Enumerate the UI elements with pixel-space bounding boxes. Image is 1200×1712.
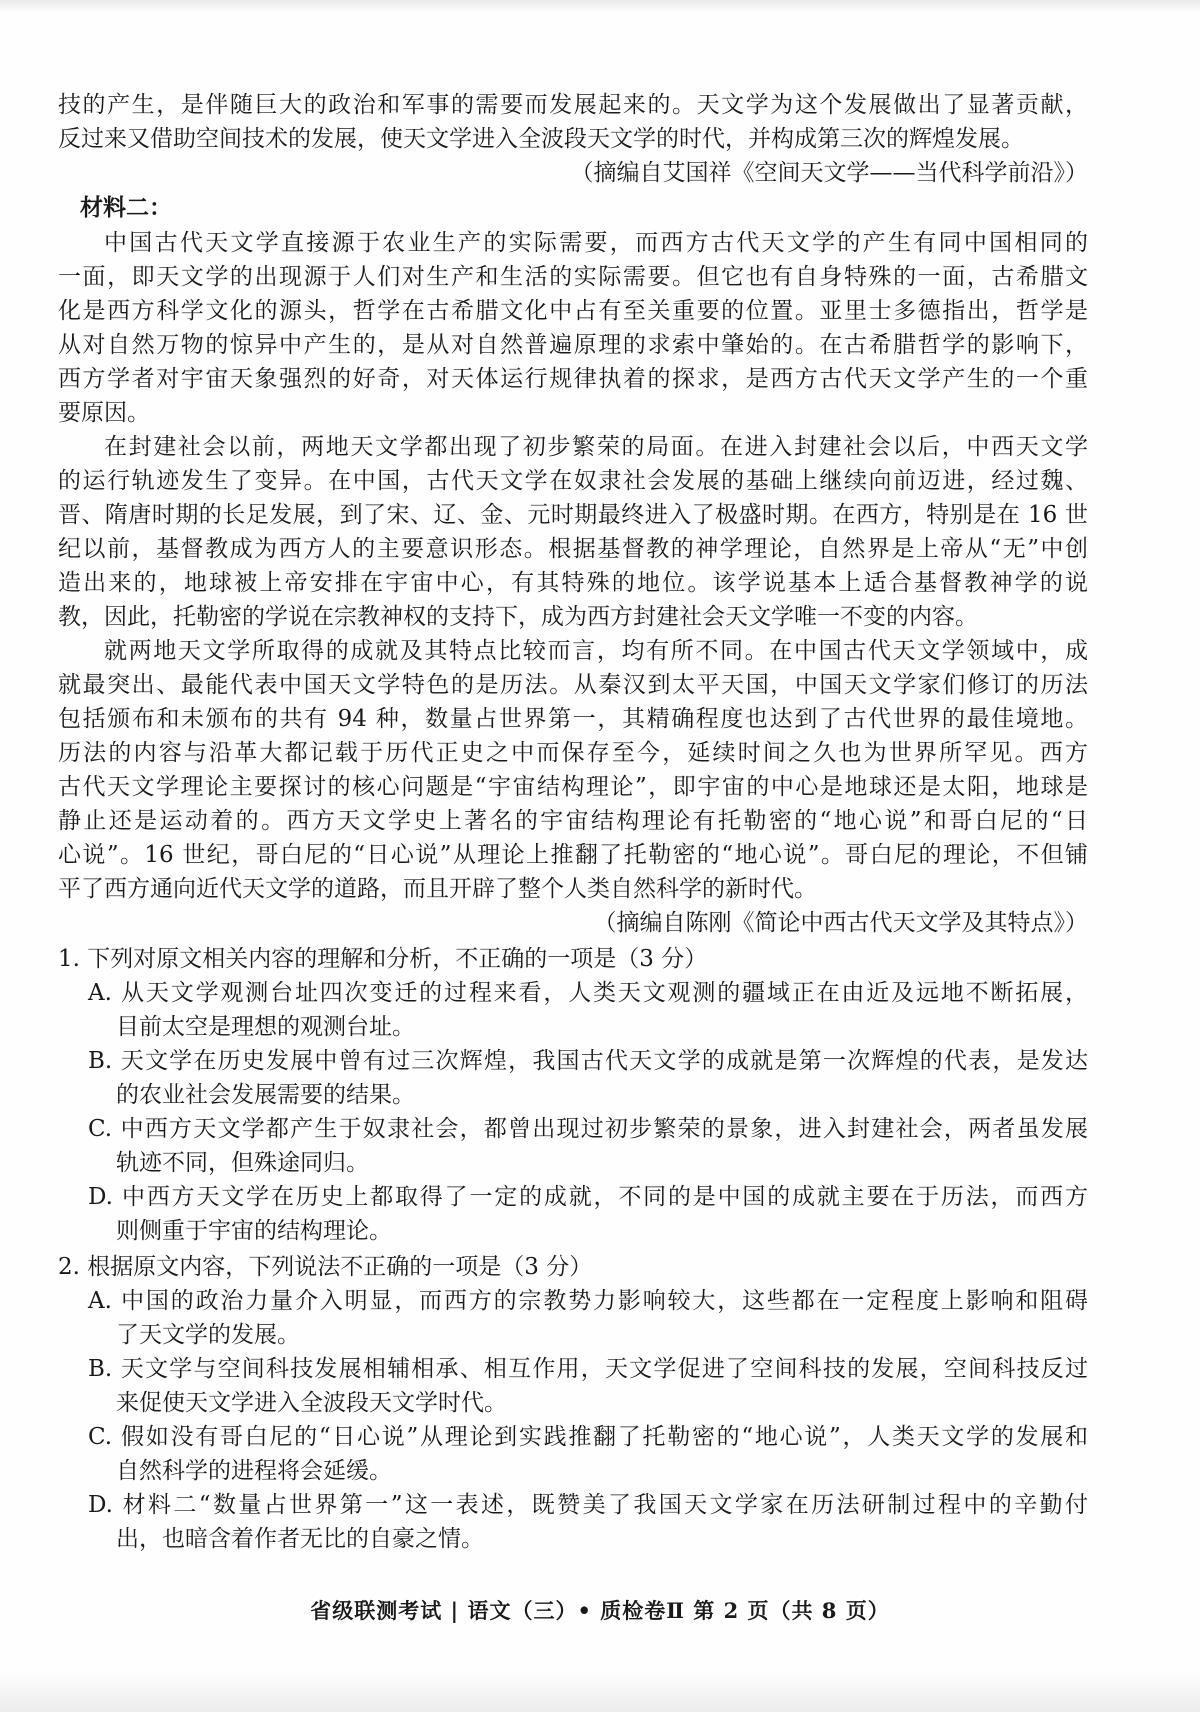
material2-title: 材料二： <box>80 194 172 221</box>
paragraph-line: 要原因。 <box>58 400 150 426</box>
intro-line: 技的产生，是伴随巨大的政治和军事的需要而发展起来的。天文学为这个发展做出了显著贡献， <box>58 92 1088 118</box>
paragraph-line: 化是西方科学文化的源头，哲学在古希腊文化中占有至关重要的位置。亚里士多德指出，哲学是 <box>58 298 1088 324</box>
option-c-cont: 自然科学的进程将会延缓。 <box>116 1458 392 1484</box>
page-footer: 省级联测考试 | 语文（三）• 质检卷Ⅱ 第 2 页（共 8 页） <box>310 1598 890 1623</box>
option-c[interactable]: C. 假如没有哥白尼的“日心说”从理论到实践推翻了托勒密的“地心说”，人类天文学的发展和 <box>88 1424 1088 1450</box>
option-d[interactable]: D. 中西方天文学在历史上都取得了一定的成就，不同的是中国的成就主要在于历法，而西方 <box>88 1184 1088 1210</box>
paragraph-line: 的运行轨迹发生了变异。在中国，古代天文学在奴隶社会发展的基础上继续向前迈进，经过魏、 <box>58 468 1088 494</box>
option-c[interactable]: C. 中西方天文学都产生于奴隶社会，都曾出现过初步繁荣的景象，进入封建社会，两者虽发展 <box>88 1116 1088 1142</box>
option-b-cont: 的农业社会发展需要的结果。 <box>116 1082 415 1108</box>
option-c-cont: 轨迹不同，但殊途同归。 <box>116 1150 369 1176</box>
paragraph-line: 晋、隋唐时期的长足发展，到了宋、辽、金、元时期最终进入了极盛时期。在西方，特别是在 16 世 <box>58 502 1088 528</box>
paragraph-line: 纪以前，基督教成为西方人的主要意识形态。根据基督教的神学理论，自然界是上帝从“无”中创 <box>58 536 1088 562</box>
paragraph-line: 静止还是运动着的。西方天文学史上著名的宇宙结构理论有托勒密的“地心说”和哥白尼的“日 <box>58 808 1088 834</box>
material2-paragraph-2 <box>58 430 1088 634</box>
option-d-cont: 出，也暗含着作者无比的自豪之情。 <box>116 1526 484 1552</box>
paragraph-line: 心说”。16 世纪，哥白尼的“日心说”从理论上推翻了托勒密的“地心说”。哥白尼的理论，不但铺 <box>58 842 1088 868</box>
option-b[interactable]: B. 天文学与空间科技发展相辅相承、相互作用，天文学促进了空间科技的发展，空间科技反过 <box>88 1356 1088 1382</box>
question-2 <box>58 1250 1088 1556</box>
question-1 <box>58 942 1088 1248</box>
paragraph-line: 中国古代天文学直接源于农业生产的实际需要，而西方古代天文学的产生有同中国相同的 <box>104 230 1088 256</box>
paragraph-line: 造出来的，地球被上帝安排在宇宙中心，有其特殊的地位。该学说基本上适合基督教神学的说 <box>58 570 1088 596</box>
option-b[interactable]: B. 天文学在历史发展中曾有过三次辉煌，我国古代天文学的成就是第一次辉煌的代表，是发达 <box>88 1048 1088 1074</box>
intro-line: 反过来又借助空间技术的发展，使天文学进入全波段天文学的时代，并构成第三次的辉煌发展。 <box>58 126 1024 152</box>
paragraph-line: 一面，即天文学的出现源于人们对生产和生活的实际需要。但它也有自身特殊的一面，古希腊文 <box>58 264 1088 290</box>
material2-paragraph-1 <box>58 226 1088 430</box>
paragraph-line: 从对自然万物的惊异中产生的，是从对自然普遍原理的求索中肇始的。在古希腊哲学的影响下， <box>58 332 1088 358</box>
option-b-cont: 来促使天文学进入全波段天文学时代。 <box>116 1390 507 1416</box>
option-a[interactable]: A. 中国的政治力量介入明显，而西方的宗教势力影响较大，这些都在一定程度上影响和阻碍 <box>88 1288 1088 1314</box>
page-content <box>58 88 1088 1556</box>
option-a-cont: 目前太空是理想的观测台址。 <box>116 1014 415 1040</box>
paragraph-line: 古代天文学理论主要探讨的核心问题是“宇宙结构理论”，即宇宙的中心是地球还是太阳，地球是 <box>58 774 1088 800</box>
paragraph-line: 西方学者对宇宙天象强烈的好奇，对天体运行规律执着的探求，是西方古代天文学产生的一个重 <box>58 366 1088 392</box>
intro-paragraph <box>58 88 1088 190</box>
paragraph-line: 就最突出、最能代表中国天文学特色的是历法。从秦汉到太平天国，中国天文学家们修订的历法 <box>58 672 1088 698</box>
intro-source: （摘编自艾国祥《空间天文学——当代科学前沿》） <box>570 160 1088 186</box>
question-stem: 2. 根据原文内容，下列说法不正确的一项是（3 分） <box>58 1254 593 1280</box>
material2-source: （摘编自陈刚《简论中西古代天文学及其特点》） <box>593 910 1088 936</box>
question-stem: 1. 下列对原文相关内容的理解和分析，不正确的一项是（3 分） <box>58 946 708 972</box>
paragraph-line: 就两地天文学所取得的成就及其特点比较而言，均有所不同。在中国古代天文学领域中，成 <box>104 638 1088 664</box>
option-d-cont: 则侧重于宇宙的结构理论。 <box>116 1218 392 1244</box>
option-d[interactable]: D. 材料二“数量占世界第一”这一表述，既赞美了我国天文学家在历法研制过程中的辛勤付 <box>88 1492 1088 1518</box>
paragraph-line: 教，因此，托勒密的学说在宗教神权的支持下，成为西方封建社会天文学唯一不变的内容。 <box>58 604 978 630</box>
paragraph-line: 包括颁布和未颁布的共有 94 种，数量占世界第一，其精确程度也达到了古代世界的最佳境地。 <box>58 706 1088 732</box>
paragraph-line: 历法的内容与沿革大都记载于历代正史之中而保存至今，延续时间之久也为世界所罕见。西方 <box>58 740 1088 766</box>
material2-paragraph-3 <box>58 634 1088 940</box>
option-a-cont: 了天文学的发展。 <box>116 1322 300 1348</box>
scan-bottom-shadow <box>0 1672 1200 1712</box>
paragraph-line: 平了西方通向近代天文学的道路，而且开辟了整个人类自然科学的新时代。 <box>58 876 817 902</box>
scan-top-shadow <box>0 0 1200 12</box>
option-a[interactable]: A. 从天文学观测台址四次变迁的过程来看，人类天文观测的疆域正在由近及远地不断拓展， <box>88 980 1088 1006</box>
paragraph-line: 在封建社会以前，两地天文学都出现了初步繁荣的局面。在进入封建社会以后，中西天文学 <box>104 434 1088 460</box>
